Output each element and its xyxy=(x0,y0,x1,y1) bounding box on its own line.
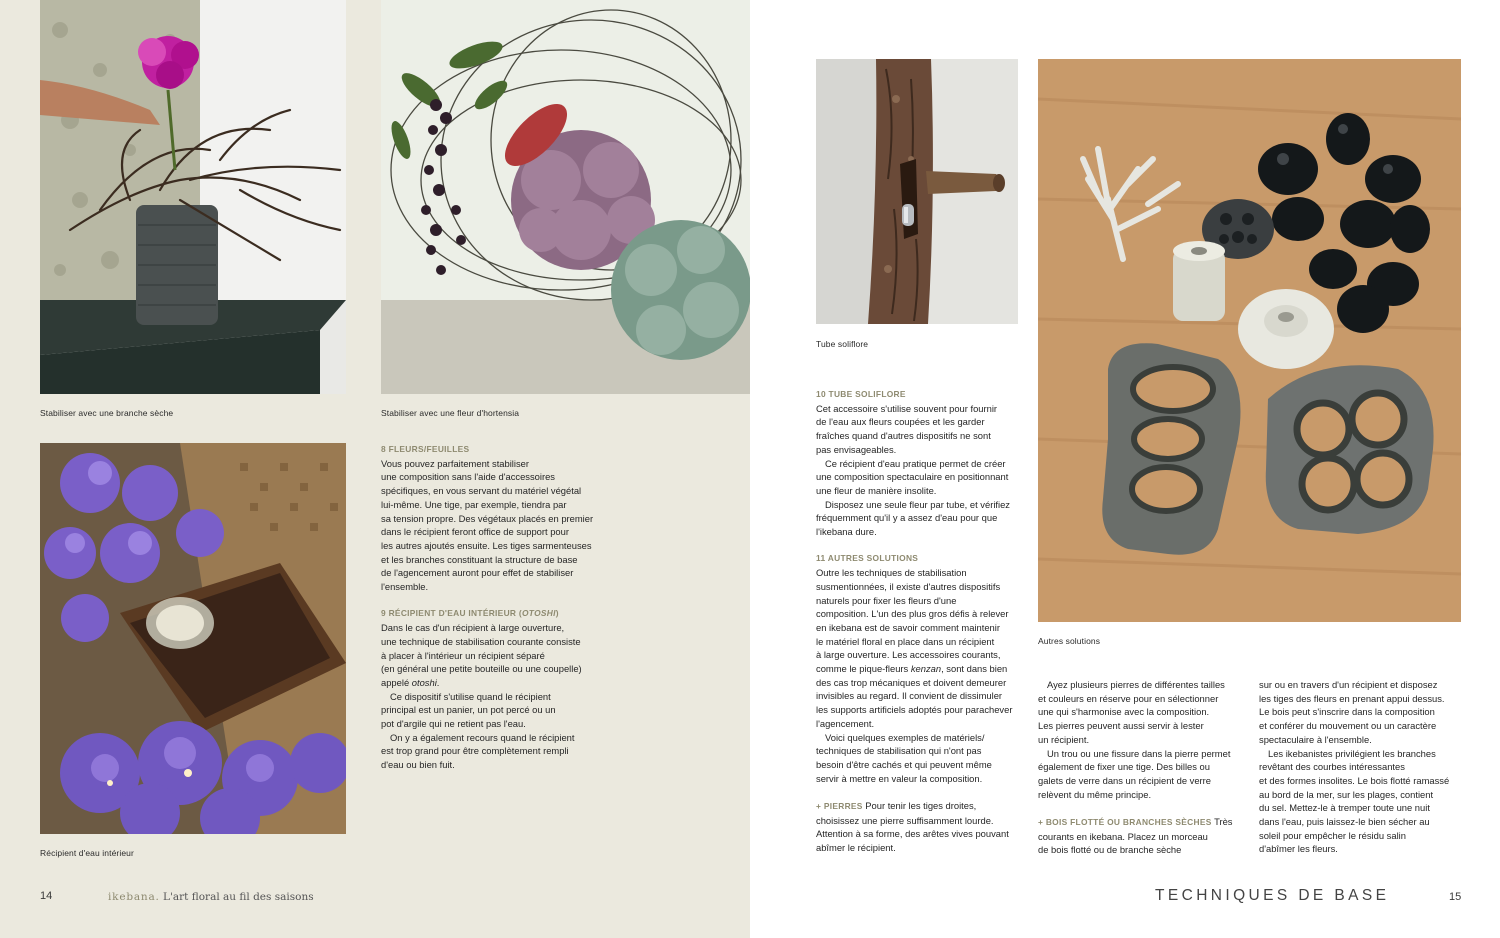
text-line: de bois flotté ou de branche sèche xyxy=(1038,844,1182,856)
text-line: une fleur de manière insolite. xyxy=(816,484,937,496)
text-line: en ikebana est de savoir comment maintenir xyxy=(816,621,1000,633)
text-line: revêtant des courbes intéressantes xyxy=(1259,761,1405,773)
text-line: soleil pour empêcher le résidu salin xyxy=(1259,829,1406,841)
right-body-column-2 xyxy=(1038,678,1248,857)
text-line: naturels pour fixer les fleurs d'une xyxy=(816,594,957,606)
text-line: à placer à l'intérieur un récipient séparé xyxy=(381,649,545,661)
text-line: et couleurs en réserve pour en sélectionner xyxy=(1038,692,1219,704)
text-line: choisissez une pierre suffisamment lourde. xyxy=(816,814,994,826)
text-line: dans l'eau, puis laissez-le bien sécher au xyxy=(1259,816,1430,828)
text-line: Les pierres peuvent aussi servir à lester xyxy=(1038,720,1204,732)
text-line: d'eau ou bien fuit. xyxy=(381,759,455,771)
page-number-right: 15 xyxy=(1449,891,1462,903)
text-line: Voici quelques exemples de matériels/ xyxy=(825,731,985,743)
text-line: spectaculaire à l'ensemble. xyxy=(1259,733,1372,745)
text-line: Un trou ou une fissure dans la pierre permet xyxy=(1047,747,1231,759)
text-line: Outre les techniques de stabilisation xyxy=(816,567,967,579)
page-number-left: 14 xyxy=(40,890,53,902)
text-line: l'agencement. xyxy=(816,717,875,729)
text-line: fraîches quand d'autres dispositifs ne sont xyxy=(816,430,991,442)
photo-dry-branch-stabilizer xyxy=(40,0,346,394)
text-line: composition. L'un des plus gros défis à relever xyxy=(816,608,1009,620)
text-line: servir à mettre en valeur la composition. xyxy=(816,772,983,784)
text-line: de l'eau aux fleurs coupées et les garder xyxy=(816,416,985,428)
text-line: de l'agencement auront pour effet de stabiliser xyxy=(381,567,574,579)
text-line: fréquemment qu'il y a assez d'eau pour que xyxy=(816,512,998,524)
text-line: pas envisageables. xyxy=(816,443,897,455)
text-line: les tiges des fleurs en prenant appui dessus. xyxy=(1259,692,1445,704)
text-line: + BOIS FLOTTÉ OU BRANCHES SÈCHES Très xyxy=(1038,816,1233,828)
lead-pierres: + PIERRES xyxy=(816,801,863,812)
text-line: relèvent du même principe. xyxy=(1038,788,1152,800)
text-line: et des formes insolites. Le bois flotté ramassé xyxy=(1259,774,1450,786)
section-title: TECHNIQUES DE BASE xyxy=(1155,887,1390,904)
text-line: susmentionnées, il existe d'autres dispositifs xyxy=(816,580,1001,592)
photo-tube-soliflore xyxy=(816,59,1018,324)
heading-recipient-interieur: 9 RÉCIPIENT D'EAU INTÉRIEUR (OTOSHI) xyxy=(381,608,559,619)
text-line: appelé otoshi. xyxy=(381,676,440,688)
heading-fleurs-feuilles: 8 FLEURS/FEUILLES xyxy=(381,444,470,454)
text-line: un récipient. xyxy=(1038,733,1090,745)
text-line: abîmer le récipient. xyxy=(816,842,896,854)
text-line: + PIERRES Pour tenir les tiges droites, xyxy=(816,800,977,812)
lead-bois-flotte: + BOIS FLOTTÉ OU BRANCHES SÈCHES xyxy=(1038,817,1212,828)
text-line: lui-même. Une tige, par exemple, tiendra par xyxy=(381,498,567,510)
text-line: Vous pouvez parfaitement stabiliser xyxy=(381,457,529,469)
text-line: comme le pique-fleurs kenzan, sont dans bien xyxy=(816,663,1008,675)
left-body-column xyxy=(381,443,611,772)
text-line: les autres ajoutés ensuite. Les tiges sarmenteuses xyxy=(381,539,592,551)
text-line: également de fixer une tige. Des billes ou xyxy=(1038,761,1210,773)
text-line: besoin d'être cachés et qui peuvent même xyxy=(816,758,992,770)
text-line: l'ensemble. xyxy=(381,581,429,593)
text-line: (en général une petite bouteille ou une coupelle) xyxy=(381,663,582,675)
text-line: le matériel floral en place dans un récipient xyxy=(816,635,995,647)
text-line: techniques de stabilisation qui n'ont pas xyxy=(816,745,982,757)
text-line: d'abîmer les fleurs. xyxy=(1259,843,1338,855)
text-line: Le bois peut s'inscrire dans la composition xyxy=(1259,706,1435,718)
caption-inner-vessel: Récipient d'eau intérieur xyxy=(40,848,134,858)
book-subtitle: L'art floral au fil des saisons xyxy=(163,891,314,903)
text-line: du sel. Mettez-le à tremper toute une nuit xyxy=(1259,802,1430,814)
text-line: Attention à sa forme, des arêtes vives pouvant xyxy=(816,828,1009,840)
right-body-column-3 xyxy=(1259,678,1469,856)
text-line: On y a également recours quand le récipient xyxy=(390,731,575,743)
caption-other-solutions: Autres solutions xyxy=(1038,636,1101,646)
text-line: est trop grand pour être complètement rempli xyxy=(381,745,569,757)
photo-inner-water-vessel xyxy=(40,443,346,834)
right-body-column-1 xyxy=(816,388,1026,855)
text-line: invisibles au regard. Il convient de dissimuler xyxy=(816,690,1003,702)
caption-hydrangea: Stabiliser avec une fleur d'hortensia xyxy=(381,408,520,418)
text-line: Ayez plusieurs pierres de différentes tailles xyxy=(1047,679,1225,690)
text-line: Les ikebanistes privilégient les branches xyxy=(1268,747,1436,759)
text-line: des cas trop mécaniques et doivent demeurer xyxy=(816,676,1007,688)
text-line: et conférer du mouvement ou un caractère xyxy=(1259,720,1437,732)
text-line: et les branches constituant la structure de base xyxy=(381,553,578,565)
caption-dry-branch: Stabiliser avec une branche sèche xyxy=(40,408,174,418)
heading-tube-soliflore: 10 TUBE SOLIFLORE xyxy=(816,389,906,399)
running-head xyxy=(108,891,314,903)
text-line: Ce dispositif s'utilise quand le récipient xyxy=(390,690,551,702)
text-line: pot d'argile qui ne retient pas l'eau. xyxy=(381,718,526,730)
text-line: dans le récipient feront office de support pour xyxy=(381,526,569,538)
text-line: une composition sans l'aide d'accessoires xyxy=(381,471,555,483)
text-line: spécifiques, en vous servant du matériel végétal xyxy=(381,485,582,497)
text-line: à large ouverture. Les accessoires courants, xyxy=(816,649,1001,661)
text-line: Ce récipient d'eau pratique permet de créer xyxy=(825,457,1006,469)
text-line: Dans le cas d'un récipient à large ouverture, xyxy=(381,622,565,634)
text-line: sa tension propre. Des végétaux placés en premier xyxy=(381,512,594,524)
text-line: courants en ikebana. Placez un morceau xyxy=(1038,830,1208,842)
photo-hydrangea-stabilizer xyxy=(381,0,750,394)
text-line: sur ou en travers d'un récipient et disposez xyxy=(1259,679,1438,690)
caption-tube-soliflore: Tube soliflore xyxy=(816,339,869,349)
text-line: une composition spectaculaire en positionnant xyxy=(816,471,1009,483)
text-line: galets de verre dans un récipient de verre xyxy=(1038,774,1212,786)
text-line: Disposez une seule fleur par tube, et vérifiez xyxy=(825,498,1010,510)
photo-other-solutions xyxy=(1038,59,1461,622)
text-line: les supports artificiels adoptés pour parachever xyxy=(816,704,1013,716)
text-line: l'ikebana dure. xyxy=(816,526,877,538)
heading-autres-solutions: 11 AUTRES SOLUTIONS xyxy=(816,553,919,564)
text-line: principal est un panier, un pot percé ou un xyxy=(381,704,556,716)
text-line: une qui s'harmonise avec la composition. xyxy=(1038,706,1210,718)
text-line: au bord de la mer, sur les plages, contient xyxy=(1259,788,1434,800)
book-brand: ikebana. xyxy=(108,891,160,903)
text-line: Cet accessoire s'utilise souvent pour fournir xyxy=(816,402,998,414)
text-line: une technique de stabilisation courante consiste xyxy=(381,635,581,647)
